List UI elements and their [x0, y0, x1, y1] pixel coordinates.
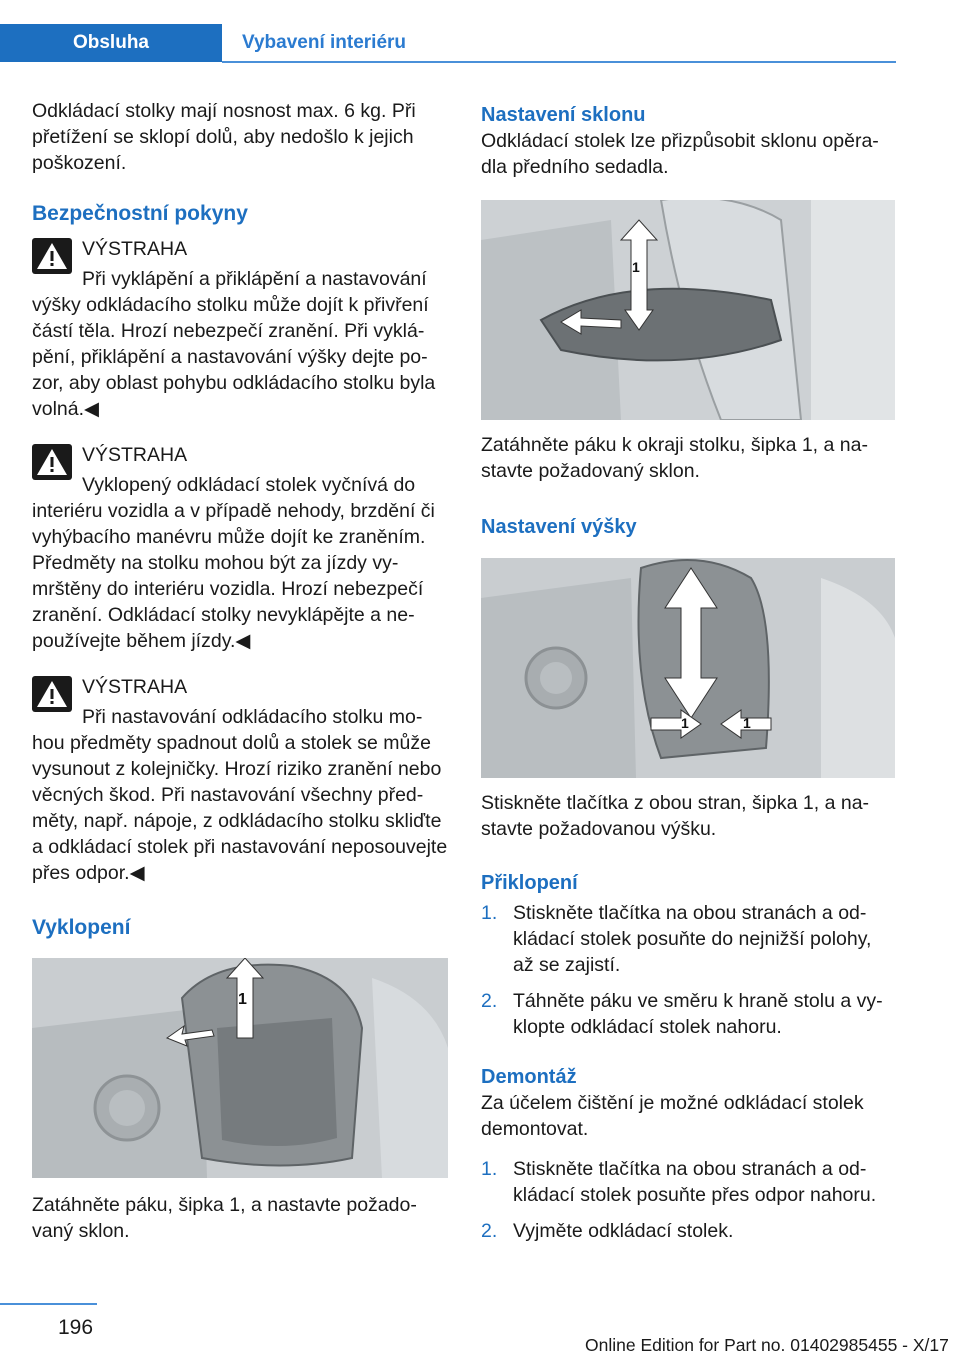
height-figure: [481, 558, 895, 778]
tilt-heading: Nastavení sklonu: [481, 104, 646, 126]
page-header: [0, 0, 960, 64]
warning-title: VÝSTRAHA: [82, 444, 188, 466]
tab-obsluha[interactable]: Obsluha: [0, 24, 222, 62]
arrow-label: 1: [238, 991, 247, 1008]
list-item: 1. Stiskněte tlačítka na obou stranách a odkládací stolek posuňte do nejnižší polohy, až se zajistí.: [481, 902, 872, 976]
header-divider: [222, 61, 896, 63]
warning-text: výšky odkládacího stolku může dojít k přivření částí těla. Hrozí nebezpečí zranění. Při vyklápění, přiklápění a nastavování výšky dejte pozor, aby oblast pohybu odkládacího stolku byla volná.◀: [32, 294, 436, 420]
warning-title: VÝSTRAHA: [82, 238, 188, 260]
warning-text-first: Vyklopený odkládací stolek vyčnívá do: [82, 474, 416, 496]
fold-steps: [481, 900, 895, 1040]
warning-text-first: Při vyklápění a přiklápění a nastavování: [82, 268, 427, 290]
unfold-figure: [32, 958, 448, 1178]
edition-note: Online Edition for Part no. 01402985455 - X/17: [585, 1335, 949, 1355]
warning-triangle-icon: [32, 676, 72, 712]
height-heading: Nastavení výšky: [481, 516, 637, 538]
warning-text: interiéru vozidla a v případě nehody, brzdění či vyhýbacího manévru může dojít ke zraněním. Předměty na stolku mohou být za jízdy vymrštěny do interiéru vozidla. Hrozí nebezpečí zranění. Odkládací stolky nevyklápějte a nepoužívejte během jízdy.◀: [32, 500, 435, 652]
list-item: 1. Stiskněte tlačítka na obou stranách a odkládací stolek posuňte přes odpor nahoru.: [481, 1158, 877, 1206]
intro-paragraph: Odkládací stolky mají nosnost max. 6 kg. Při přetížení se sklopí dolů, aby nedošlo k jejich poškození.: [32, 100, 416, 174]
warning-text-first: Při nastavování odkládacího stolku mo-: [82, 706, 423, 728]
arrow-label: 1: [681, 715, 689, 731]
warning-block: [32, 236, 448, 422]
tilt-text: Odkládací stolek lze přizpůsobit sklonu opěradla předního sedadla.: [481, 130, 879, 178]
arrow-label: 1: [743, 715, 751, 731]
footer-divider: [0, 1303, 97, 1305]
tilt-figure: [481, 200, 895, 420]
remove-heading: Demontáž: [481, 1066, 577, 1088]
fold-heading: Přiklopení: [481, 872, 578, 894]
list-item: 2. Táhněte páku ve směru k hraně stolu a vyklopte odkládací stolek nahoru.: [481, 990, 883, 1038]
warning-block: [32, 674, 448, 886]
remove-steps: [481, 1156, 895, 1244]
list-item: 2. Vyjměte odkládací stolek.: [481, 1220, 734, 1242]
warning-title: VÝSTRAHA: [82, 676, 188, 698]
warning-triangle-icon: [32, 444, 72, 480]
warning-block: [32, 442, 448, 654]
warning-text: hou předměty spadnout dolů a stolek se může vysunout z kolejničky. Hrozí riziko zranění nebo věcných škod. Při nastavování všechny předměty, např. nápoje, z odkládacího stolku skliďte a odkládací stolek při nastavování neposouvejte přes odpor.◀: [32, 732, 448, 884]
tab-vybaveni-interieru[interactable]: Vybavení interiéru: [242, 32, 407, 53]
page-number: 196: [58, 1316, 94, 1339]
unfold-heading: Vyklopení: [32, 916, 131, 939]
safety-heading: Bezpečnostní pokyny: [32, 202, 248, 225]
warning-triangle-icon: [32, 238, 72, 274]
unfold-caption: Zatáhněte páku, šipka 1, a nastavte požadovaný sklon.: [32, 1194, 417, 1242]
arrow-label: 1: [632, 259, 640, 275]
right-column: [481, 102, 895, 1244]
tilt-caption: Zatáhněte páku k okraji stolku, šipka 1, a nastavte požadovaný sklon.: [481, 434, 868, 482]
height-caption: Stiskněte tlačítka z obou stran, šipka 1, a nastavte požadovanou výšku.: [481, 792, 870, 840]
remove-text: Za účelem čištění je možné odkládací stolek demontovat.: [481, 1092, 864, 1140]
left-column: [32, 98, 448, 1244]
